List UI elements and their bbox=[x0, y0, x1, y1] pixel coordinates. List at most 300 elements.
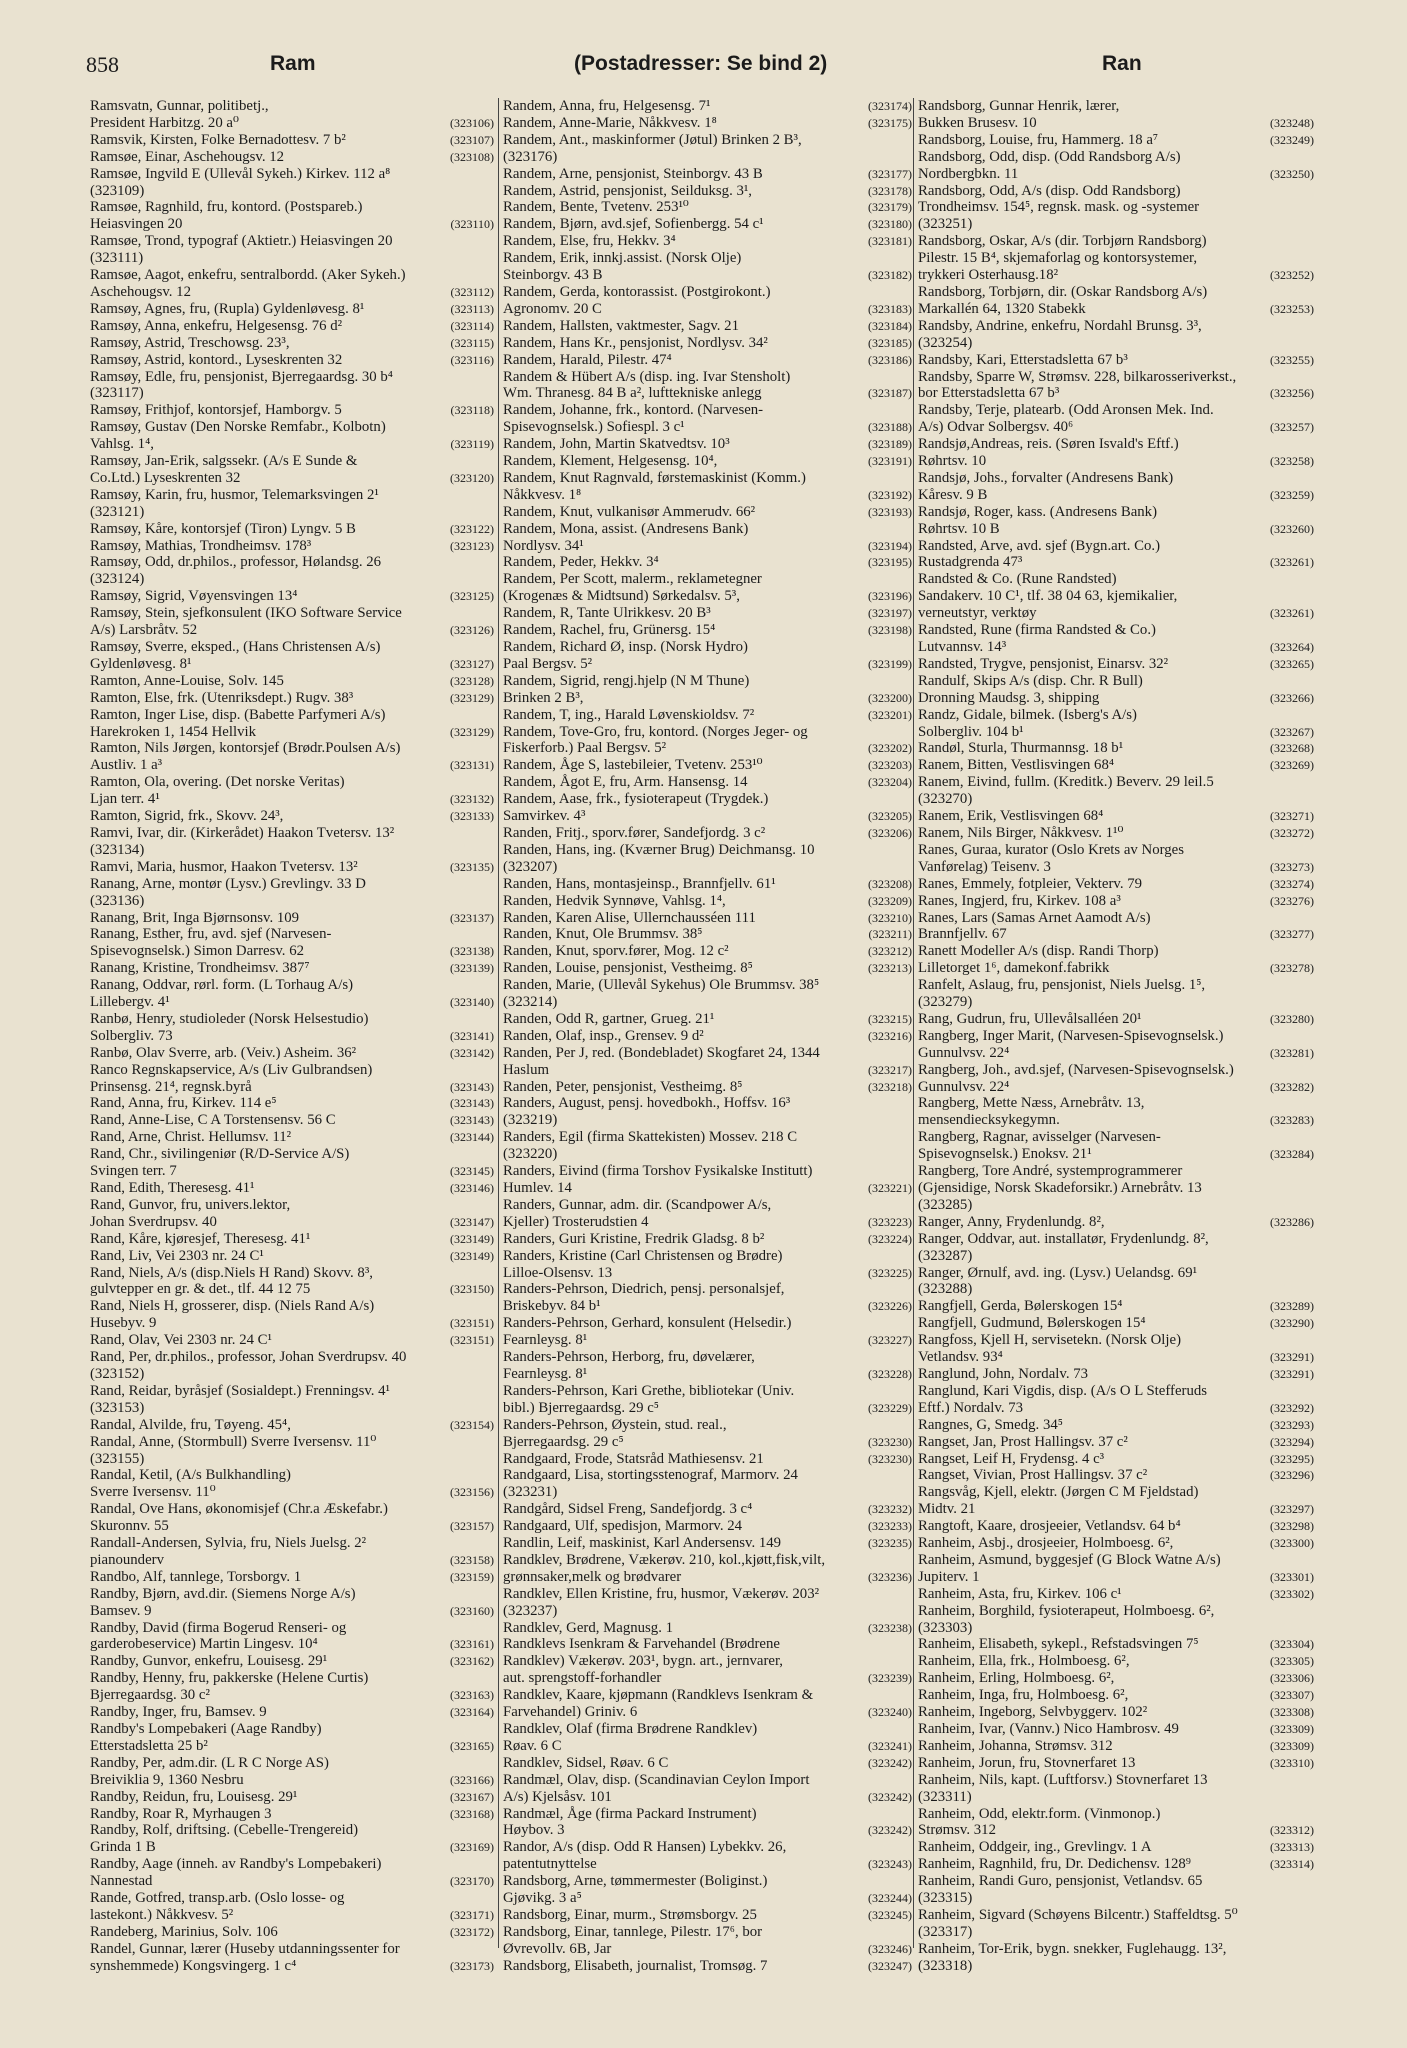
entry-line bbox=[90, 1585, 494, 1603]
entry-line bbox=[503, 841, 912, 859]
directory-entry bbox=[503, 436, 912, 453]
entry-line bbox=[918, 791, 1314, 808]
entry-text: Randen, Olaf, insp., Grensev. 9 d² bbox=[503, 1027, 704, 1044]
directory-entry bbox=[90, 1383, 494, 1417]
entry-line bbox=[918, 605, 1314, 622]
entry-text: Randem, Johanne, frk., kontord. (Narvesen- bbox=[503, 402, 764, 419]
page-number: 858 bbox=[86, 52, 119, 77]
entry-text: Randem, Bente, Tvetenv. 253¹⁰ bbox=[503, 199, 689, 216]
directory-entry bbox=[918, 571, 1314, 622]
entry-number: (323106) bbox=[450, 115, 494, 130]
entry-number: (323309) bbox=[1270, 1738, 1314, 1753]
entry-text: Randby, Aage (inneh. av Randby's Lompebakeri) bbox=[90, 1856, 382, 1873]
directory-entry bbox=[90, 199, 494, 233]
entry-text: Nannestad bbox=[90, 1873, 153, 1890]
entry-text: Randem, Harald, Pilestr. 47⁴ bbox=[503, 351, 672, 368]
entry-text: Randem, Tove-Gro, fru, kontord. (Norges Jeger- og bbox=[503, 723, 808, 740]
directory-entry bbox=[918, 1366, 1314, 1383]
directory-entry bbox=[90, 960, 494, 977]
entry-text: Ranang, Brit, Inga Bjørnsonsv. 109 bbox=[90, 909, 300, 926]
entry-text: Ranco Regnskapservice, A/s (Liv Gulbrandsen) bbox=[90, 1061, 373, 1078]
directory-entry bbox=[918, 943, 1314, 977]
directory-entry bbox=[918, 876, 1314, 893]
directory-entry bbox=[90, 1467, 494, 1501]
entry-line bbox=[503, 1044, 912, 1062]
entry-text: Randsby, Sparre W, Strømsv. 228, bilkarosseriverkst., bbox=[918, 368, 1237, 385]
entry-line bbox=[90, 233, 494, 250]
entry-number: (323306) bbox=[1270, 1671, 1314, 1686]
entry-line bbox=[503, 757, 912, 774]
directory-entry bbox=[90, 1349, 494, 1383]
entry-number: (323243) bbox=[868, 1857, 912, 1872]
entry-text: Randem, Sigrid, rengj.hjelp (N M Thune) bbox=[503, 672, 750, 689]
entry-text: (323219) bbox=[503, 1112, 558, 1129]
directory-entry bbox=[90, 166, 494, 200]
directory-entry bbox=[918, 470, 1314, 504]
entry-text: Vetlandsv. 93⁴ bbox=[918, 1349, 1003, 1366]
entry-text: (323315) bbox=[918, 1890, 973, 1907]
entry-text: Rangberg, Inger Marit, (Narvesen-Spisevognselsk.) bbox=[918, 1027, 1224, 1044]
entry-text: Randby's Lompebakeri (Aage Randby) bbox=[90, 1721, 322, 1737]
entry-number: (323144) bbox=[450, 1130, 494, 1145]
entry-text: Ranheim, Asmund, byggesjef (G Block Watne A/s) bbox=[918, 1551, 1221, 1568]
entry-text: Ranang, Oddvar, rørl. form. (L Torhaug A/s) bbox=[90, 977, 354, 994]
entry-line bbox=[918, 1027, 1314, 1045]
entry-text: (323317) bbox=[918, 1923, 973, 1940]
entry-line bbox=[503, 1349, 912, 1366]
entry-text: Ranes, Lars (Samas Arnet Aamodt A/s) bbox=[918, 909, 1151, 926]
entry-text: (323318) bbox=[918, 1957, 973, 1974]
entry-text: Brannfjellv. 67 bbox=[918, 926, 1007, 943]
directory-entry bbox=[503, 1806, 912, 1840]
entry-line bbox=[503, 233, 912, 250]
directory-entry bbox=[90, 352, 494, 369]
entry-line bbox=[918, 554, 1314, 571]
entry-line bbox=[918, 1501, 1314, 1518]
directory-entry bbox=[918, 977, 1314, 1011]
entry-text: Randgaard, Ulf, spedisjon, Marmorv. 24 bbox=[503, 1518, 743, 1535]
entry-line bbox=[503, 892, 912, 910]
entry-number: (323139) bbox=[450, 961, 494, 976]
entry-number: (323151) bbox=[450, 1333, 494, 1348]
entry-line bbox=[918, 114, 1314, 132]
entry-text: Ranbø, Olav Sverre, arb. (Veiv.) Asheim. 36² bbox=[90, 1044, 357, 1061]
entry-line bbox=[503, 300, 912, 318]
column-3 bbox=[918, 98, 1314, 1975]
entry-text: Rangberg, Joh., avd.sjef, (Narvesen-Spisevognselsk.) bbox=[918, 1061, 1234, 1078]
entry-text: (323270) bbox=[918, 791, 973, 808]
entry-line bbox=[90, 469, 494, 487]
entry-text: Rangset, Jan, Prost Hallingsv. 37 c² bbox=[918, 1433, 1128, 1450]
entry-line bbox=[90, 1044, 494, 1062]
entry-line bbox=[503, 182, 912, 200]
entry-text: Randsby, Kari, Etterstadsletta 67 b³ bbox=[918, 351, 1128, 368]
entry-number: (323185) bbox=[868, 335, 912, 350]
entry-number: (323261) bbox=[1270, 606, 1314, 621]
entry-text: Lutvannsv. 14³ bbox=[918, 639, 1007, 655]
entry-number: (323172) bbox=[450, 1924, 494, 1939]
entry-line bbox=[918, 960, 1314, 977]
entry-text: Bjerregaardsg. 29 c⁵ bbox=[503, 1433, 624, 1450]
column-divider bbox=[498, 98, 499, 1948]
entry-line bbox=[503, 1585, 912, 1603]
entry-text: Ramton, Anne-Louise, Solv. 145 bbox=[90, 672, 284, 689]
entry-text: Randen, Hedvik Synnøve, Vahlsg. 1⁴, bbox=[503, 892, 726, 909]
directory-entry bbox=[918, 1028, 1314, 1062]
entry-line bbox=[503, 740, 912, 757]
entry-number: (323189) bbox=[868, 437, 912, 452]
entry-text: Kåresv. 9 B bbox=[918, 486, 988, 503]
entry-number: (323281) bbox=[1270, 1045, 1314, 1060]
directory-entry bbox=[503, 1518, 912, 1535]
entry-line bbox=[503, 875, 912, 893]
entry-text: Øvrevollv. 6B, Jar bbox=[503, 1940, 612, 1957]
directory-entry bbox=[918, 1383, 1314, 1417]
entry-number: (323178) bbox=[868, 183, 912, 198]
entry-line bbox=[90, 1027, 494, 1045]
entry-number: (323184) bbox=[868, 318, 912, 333]
directory-entry bbox=[918, 183, 1314, 234]
entry-text: Randen, Fritj., sporv.fører, Sandefjordg. 3 c² bbox=[503, 824, 766, 841]
entry-text: Randers-Pehrson, Øystein, stud. real., bbox=[503, 1416, 727, 1433]
directory-entry bbox=[90, 605, 494, 639]
entry-line bbox=[503, 1619, 912, 1637]
directory-entry bbox=[90, 673, 494, 690]
entry-number: (323115) bbox=[450, 335, 494, 350]
entry-text: Grinda 1 B bbox=[90, 1839, 156, 1856]
entry-line bbox=[90, 892, 494, 910]
directory-entry bbox=[90, 1298, 494, 1332]
directory-entry bbox=[90, 538, 494, 555]
directory-entry bbox=[503, 977, 912, 1011]
entry-line bbox=[90, 1281, 494, 1298]
entry-line bbox=[90, 436, 494, 453]
directory-entry bbox=[90, 740, 494, 774]
entry-number: (323221) bbox=[868, 1181, 912, 1195]
entry-line bbox=[918, 841, 1314, 859]
entry-text: (323109) bbox=[90, 182, 145, 199]
entry-number: (323145) bbox=[450, 1164, 494, 1179]
entry-line bbox=[918, 1010, 1314, 1028]
entry-number: (323125) bbox=[450, 589, 494, 604]
entry-line bbox=[918, 1636, 1314, 1653]
entry-number: (323250) bbox=[1270, 166, 1314, 181]
entry-text: Randbo, Alf, tannlege, Torsborgv. 1 bbox=[90, 1568, 302, 1585]
directory-entry bbox=[918, 1839, 1314, 1856]
entry-line bbox=[90, 723, 494, 741]
directory-entry bbox=[503, 115, 912, 132]
directory-entry bbox=[503, 98, 912, 115]
entry-line bbox=[90, 1856, 494, 1873]
entry-text: Randem, Peder, Hekkv. 3⁴ bbox=[503, 554, 659, 571]
entry-text: Brinken 2 B³, bbox=[503, 689, 584, 706]
entry-text: Rand, Per, dr.philos., professor, Johan Sverdrupsv. 40 bbox=[90, 1349, 407, 1366]
directory-entry bbox=[503, 1417, 912, 1451]
entry-line bbox=[90, 1670, 494, 1687]
entry-number: (323218) bbox=[868, 1079, 912, 1094]
entry-text: Ranheim, Sigvard (Schøyens Bilcentr.) Staffeldtsg. 5⁰ bbox=[918, 1906, 1238, 1923]
entry-text: President Harbitzg. 20 a⁰ bbox=[90, 114, 239, 131]
entry-line bbox=[90, 1704, 494, 1721]
directory-entry bbox=[90, 1062, 494, 1096]
entry-text: Ranang, Esther, fru, avd. sjef (Narvesen- bbox=[90, 926, 332, 943]
directory-entry bbox=[90, 859, 494, 876]
entry-number: (323133) bbox=[450, 809, 494, 824]
entry-text: Ranheim, Asbj., drosjeeier, Holmboesg. 6², bbox=[918, 1535, 1174, 1552]
entry-line bbox=[918, 639, 1314, 656]
directory-entry bbox=[918, 1214, 1314, 1231]
entry-line bbox=[90, 1653, 494, 1670]
entry-line bbox=[503, 1940, 912, 1958]
entry-number: (323171) bbox=[450, 1907, 494, 1922]
entry-text: Bukken Brusesv. 10 bbox=[918, 114, 1037, 131]
entry-line bbox=[90, 1433, 494, 1451]
entry-line bbox=[503, 1078, 912, 1096]
entry-line bbox=[503, 1551, 912, 1569]
entry-number: (323261) bbox=[1270, 555, 1314, 570]
directory-entry bbox=[503, 335, 912, 352]
directory-entry bbox=[918, 1095, 1314, 1129]
entry-line bbox=[90, 1061, 494, 1079]
entry-line bbox=[90, 1940, 494, 1958]
entry-line bbox=[503, 909, 912, 927]
entry-text: Randby, Roar R, Myrhaugen 3 bbox=[90, 1805, 272, 1822]
entry-text: Randgård, Sidsel Freng, Sandefjordg. 3 c⁴ bbox=[503, 1501, 753, 1518]
directory-entry bbox=[503, 318, 912, 335]
entry-line bbox=[90, 1416, 494, 1434]
directory-entry bbox=[503, 707, 912, 724]
directory-entry bbox=[503, 825, 912, 842]
entry-text: Randen, Odd R, gartner, Grueg. 21¹ bbox=[503, 1010, 715, 1027]
entry-text: Dronning Maudsg. 3, shipping bbox=[918, 689, 1100, 706]
entry-text: (323207) bbox=[503, 858, 558, 875]
directory-entry bbox=[90, 1434, 494, 1468]
entry-line bbox=[503, 537, 912, 555]
entry-text: Ramsøe, Ragnhild, fru, kontord. (Postspareb.) bbox=[90, 199, 363, 216]
directory-entry bbox=[503, 199, 912, 216]
entry-number: (323276) bbox=[1270, 893, 1314, 908]
entry-number: (323188) bbox=[868, 420, 912, 435]
entry-line bbox=[503, 639, 912, 656]
entry-text: Ramsøy, Gustav (Den Norske Remfabr., Kolbotn) bbox=[90, 419, 386, 436]
entry-line bbox=[90, 960, 494, 977]
directory-entry bbox=[918, 1484, 1314, 1518]
directory-entry bbox=[503, 1501, 912, 1518]
entry-text: Ramsvik, Kirsten, Folke Bernadottesv. 7 b² bbox=[90, 131, 346, 148]
entry-line bbox=[503, 655, 912, 673]
entry-text: Ramsøy, Agnes, fru, (Rupla) Gyldenløvesg. 8¹ bbox=[90, 300, 365, 317]
directory-entry bbox=[503, 402, 912, 436]
entry-line bbox=[503, 1535, 912, 1552]
directory-entry bbox=[90, 521, 494, 538]
entry-line bbox=[503, 1196, 912, 1214]
entry-text: Randem & Hübert A/s (disp. ing. Ivar Stensholt) bbox=[503, 368, 791, 385]
directory-entry bbox=[918, 1535, 1314, 1552]
entry-line bbox=[90, 300, 494, 318]
entry-text: Randklevs Isenkram & Farvehandel (Brødrene bbox=[503, 1636, 780, 1653]
entry-text: Rangberg, Tore André, systemprogrammerer bbox=[918, 1163, 1183, 1180]
entry-line bbox=[918, 1298, 1314, 1315]
entry-line bbox=[90, 1213, 494, 1231]
entry-text: Randeberg, Marinius, Solv. 106 bbox=[90, 1923, 278, 1940]
entry-line bbox=[503, 1890, 912, 1907]
entry-number: (323225) bbox=[868, 1265, 912, 1280]
entry-line bbox=[918, 182, 1314, 200]
entry-number: (323236) bbox=[868, 1569, 912, 1584]
directory-entry bbox=[918, 1231, 1314, 1265]
entry-text: Gjøvikg. 3 a⁵ bbox=[503, 1890, 582, 1907]
entry-line bbox=[918, 1754, 1314, 1772]
entry-text: Randel, Gunnar, lærer (Huseby utdanningssenter for bbox=[90, 1940, 400, 1957]
entry-line bbox=[918, 402, 1314, 419]
directory-entry bbox=[918, 402, 1314, 436]
entry-line bbox=[90, 148, 494, 166]
entry-text: Randsted, Rune (firma Randsted & Co.) bbox=[918, 622, 1156, 639]
entry-number: (323167) bbox=[450, 1789, 494, 1804]
entry-text: Randall-Andersen, Sylvia, fru, Niels Juelsg. 2² bbox=[90, 1535, 367, 1552]
directory-entry bbox=[90, 369, 494, 403]
entry-line bbox=[918, 1247, 1314, 1265]
entry-line bbox=[918, 1365, 1314, 1383]
directory-entry bbox=[90, 1129, 494, 1146]
entry-text: Ramsøy, Karin, fru, husmor, Telemarksvingen 2¹ bbox=[90, 486, 379, 503]
directory-entry bbox=[918, 1721, 1314, 1738]
entry-line bbox=[918, 1602, 1314, 1620]
entry-line bbox=[918, 148, 1314, 166]
entry-number: (323132) bbox=[450, 792, 494, 807]
entry-number: (323137) bbox=[450, 910, 494, 925]
entry-line bbox=[918, 706, 1314, 724]
entry-line bbox=[503, 1095, 912, 1112]
directory-entry bbox=[90, 1653, 494, 1670]
entry-line bbox=[503, 1687, 912, 1704]
entry-number: (323245) bbox=[868, 1907, 912, 1922]
entry-number: (323143) bbox=[450, 1113, 494, 1128]
entry-line bbox=[918, 1721, 1314, 1738]
entry-number: (323274) bbox=[1270, 876, 1314, 891]
directory-entry bbox=[90, 1586, 494, 1620]
entry-text: (323153) bbox=[90, 1399, 145, 1416]
directory-entry bbox=[918, 1738, 1314, 1755]
entry-text: Randulf, Skips A/s (disp. Chr. R Bull) bbox=[918, 672, 1143, 689]
entry-line bbox=[918, 655, 1314, 673]
entry-number: (323268) bbox=[1270, 741, 1314, 756]
entry-text: (323237) bbox=[503, 1602, 558, 1619]
directory-entry bbox=[503, 1620, 912, 1637]
entry-line bbox=[503, 250, 912, 267]
entry-text: Ranem, Bitten, Vestlisvingen 68⁴ bbox=[918, 757, 1115, 774]
entry-number: (323110) bbox=[450, 217, 494, 232]
entry-line bbox=[918, 1061, 1314, 1079]
entry-number: (323246) bbox=[868, 1941, 912, 1956]
entry-text: Randen, Per J, red. (Bondebladet) Skogfaret 24, 1344 bbox=[503, 1044, 820, 1061]
entry-text: Ramsøy, Stein, sjefkonsulent (IKO Software Service bbox=[90, 605, 402, 622]
entry-text: Randem, T, ing., Harald Løvenskioldsv. 7² bbox=[503, 706, 755, 723]
entry-line bbox=[90, 216, 494, 233]
header-center: (Postadresser: Se bind 2) bbox=[574, 52, 828, 75]
directory-entry bbox=[503, 926, 912, 943]
entry-text: Rustadgrenda 47³ bbox=[918, 554, 1023, 571]
directory-entry bbox=[90, 419, 494, 453]
entry-line bbox=[503, 1721, 912, 1738]
entry-text: (323311) bbox=[918, 1788, 972, 1805]
entry-line bbox=[918, 757, 1314, 774]
entry-number: (323226) bbox=[868, 1299, 912, 1314]
entry-line bbox=[918, 1281, 1314, 1298]
entry-text: mensendiecksykegymn. bbox=[918, 1112, 1060, 1129]
entry-line bbox=[918, 520, 1314, 538]
entry-text: Randklev, Brødrene, Vækerøv. 210, kol.,kjøtt,fisk,vilt, bbox=[503, 1551, 826, 1568]
entry-line bbox=[90, 1332, 494, 1349]
entry-line bbox=[918, 300, 1314, 318]
entry-text: Randen, Knut, Ole Brummsv. 38⁵ bbox=[503, 926, 703, 943]
entry-number: (323257) bbox=[1270, 420, 1314, 435]
entry-text: Randem, John, Martin Skatvedtsv. 10³ bbox=[503, 436, 730, 453]
entry-line bbox=[503, 1923, 912, 1941]
entry-text: Randen, Knut, sporv.fører, Mog. 12 c² bbox=[503, 943, 729, 960]
entry-line bbox=[503, 520, 912, 538]
directory-entry bbox=[90, 1095, 494, 1112]
entry-line bbox=[90, 994, 494, 1011]
entry-text: Ranes, Emmely, fotpleier, Vekterv. 79 bbox=[918, 875, 1143, 892]
entry-text: Randklev, Olaf (firma Brødrene Randklev) bbox=[503, 1721, 758, 1737]
entry-text: Randklev) Vækerøv. 203¹, bygn. art., jernvarer, bbox=[503, 1653, 783, 1670]
entry-line bbox=[918, 199, 1314, 216]
entry-number: (323196) bbox=[868, 589, 912, 604]
entry-text: Randen, Hans, ing. (Kværner Brug) Deichmansg. 10 bbox=[503, 841, 815, 858]
entry-line bbox=[90, 385, 494, 402]
entry-number: (323150) bbox=[450, 1282, 494, 1297]
entry-number: (323179) bbox=[868, 200, 912, 215]
entry-text: Ranheim, Johanna, Strømsv. 312 bbox=[918, 1737, 1113, 1754]
entry-line bbox=[503, 1822, 912, 1839]
directory-entry bbox=[918, 132, 1314, 149]
entry-line bbox=[918, 1450, 1314, 1468]
entry-text: patentutnyttelse bbox=[503, 1856, 597, 1873]
directory-entry bbox=[503, 1095, 912, 1129]
entry-line bbox=[918, 419, 1314, 436]
entry-text: Randsborg, Louise, fru, Hammerg. 18 a⁷ bbox=[918, 131, 1159, 148]
entry-text: gulvtepper en gr. & det., tlf. 44 12 75 bbox=[90, 1281, 311, 1298]
entry-text: Lilletorget 1⁶, damekonf.fabrikk bbox=[918, 960, 1110, 977]
entry-text: Randmæl, Olav, disp. (Scandinavian Ceylon Import bbox=[503, 1771, 810, 1788]
entry-line bbox=[918, 1856, 1314, 1873]
entry-line bbox=[90, 402, 494, 419]
directory-entry bbox=[918, 1552, 1314, 1586]
entry-line bbox=[90, 706, 494, 724]
entry-line bbox=[90, 1687, 494, 1704]
directory-entry bbox=[918, 774, 1314, 808]
entry-line bbox=[90, 824, 494, 842]
directory-entry bbox=[503, 943, 912, 960]
directory-entry bbox=[90, 977, 494, 1011]
entry-line bbox=[90, 1737, 494, 1755]
entry-text: Rand, Kåre, kjøresjef, Theresesg. 41¹ bbox=[90, 1230, 311, 1247]
entry-line bbox=[90, 774, 494, 791]
entry-text: Ramsøy, Sigrid, Vøyensvingen 13⁴ bbox=[90, 588, 298, 605]
directory-entry bbox=[503, 521, 912, 555]
directory-entry bbox=[918, 1873, 1314, 1907]
entry-number: (323240) bbox=[868, 1705, 912, 1720]
entry-number: (323146) bbox=[450, 1181, 494, 1195]
entry-text: (323303) bbox=[918, 1619, 973, 1636]
entry-text: Ranheim, Inga, fru, Holmboesg. 6², bbox=[918, 1687, 1129, 1704]
entry-line bbox=[503, 588, 912, 605]
entry-text: Randen, Peter, pensjonist, Vestheimg. 8⁵ bbox=[503, 1078, 743, 1095]
entry-number: (323296) bbox=[1270, 1468, 1314, 1483]
directory-entry bbox=[918, 622, 1314, 656]
entry-line bbox=[503, 1281, 912, 1298]
